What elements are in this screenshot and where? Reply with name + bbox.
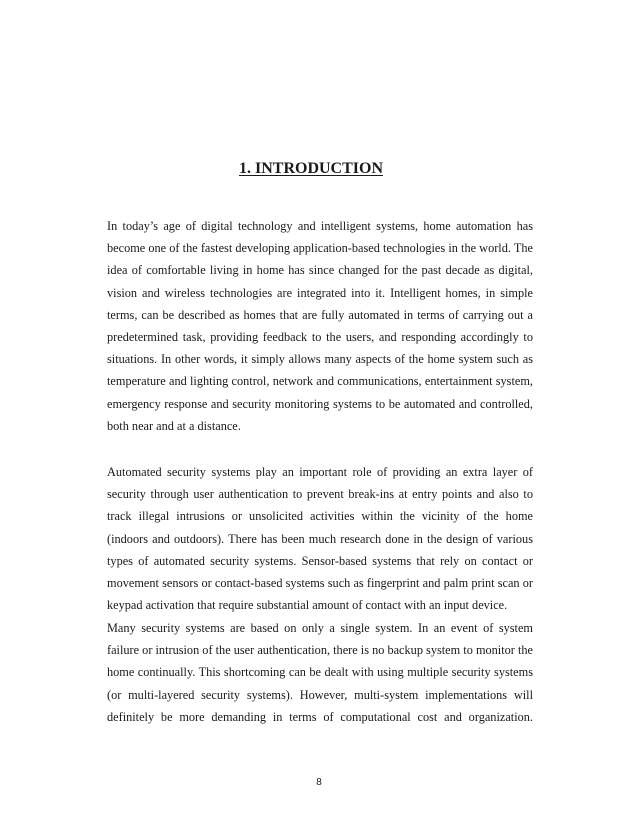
- body-paragraph: Automated security systems play an important role of providing an extra layer of security through user authentication to prevent break-ins at entry points and also to track illegal intrusions or unsolicited activities within the vicinity of the home (indoors and outdoors). There has been much research done in the design of various types of automated security systems. Sensor-based systems that rely on contact or movement sensors or contact-based systems such as fingerprint and palm print scan or keypad activation that require substantial amount of contact with an input device.: [107, 465, 533, 613]
- body-paragraph: Many security systems are based on only a single system. In an event of system failure or intrusion of the user authentication, there is no backup system to monitor the home continually. This shortcoming can be dealt with using multiple security systems (or multi-layered security systems). However, multi-system implementations will definitely be more demanding in terms of computational cost and organization.: [107, 621, 533, 724]
- body-paragraph: In today’s age of digital technology and intelligent systems, home automation has become one of the fastest developing application-based technologies in the world. The idea of comfortable living in home has since changed for the past decade as digital, vision and wireless technologies are integrated into it. Intelligent homes, in simple terms, can be described as homes that are fully automated in terms of carrying out a predetermined task, providing feedback to the users, and responding accordingly to situations. In other words, it simply allows many aspects of the home system such as temperature and lighting control, network and communications, entertainment system, emergency response and security monitoring systems to be automated and controlled, both near and at a distance.: [107, 219, 533, 433]
- chapter-heading: [0, 160, 638, 178]
- chapter-heading-text: 1. INTRODUCTION: [238, 160, 383, 177]
- page-number: 8: [316, 777, 322, 788]
